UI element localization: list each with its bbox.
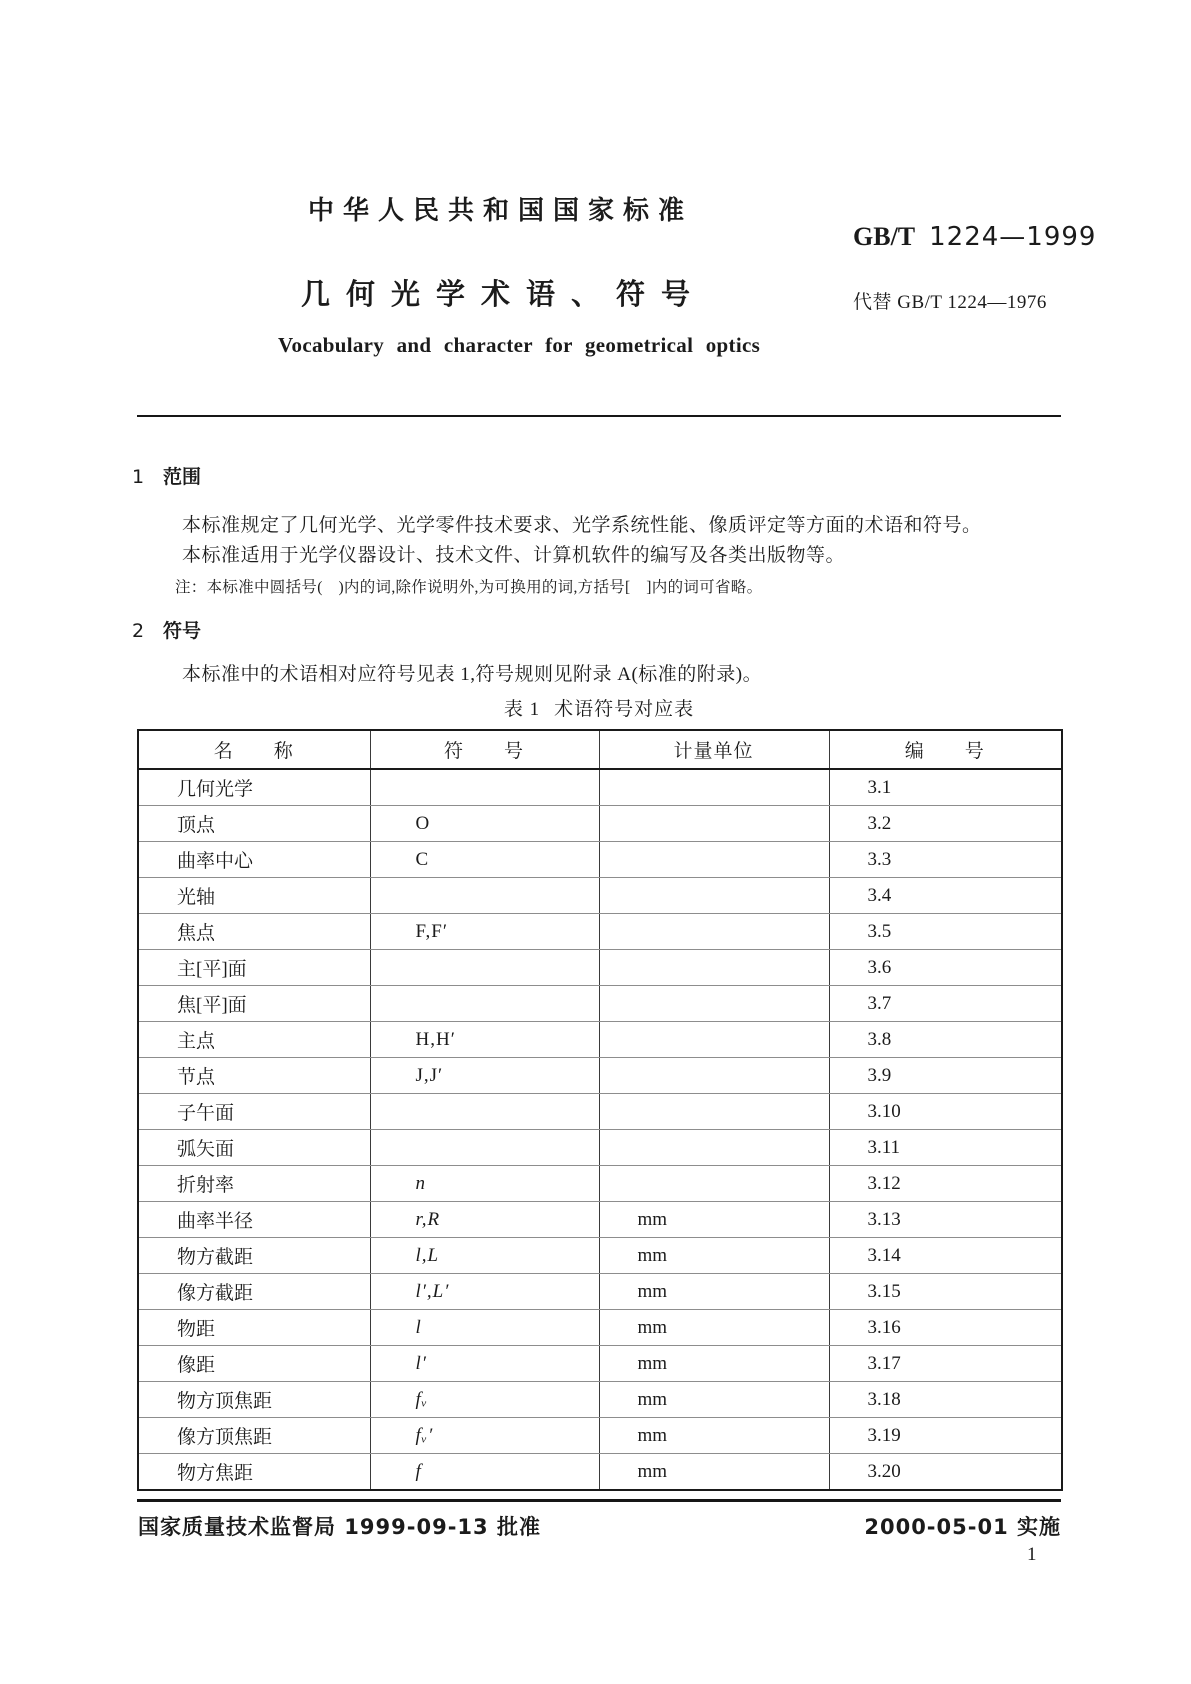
term-code-cell: 3.19	[829, 1418, 1062, 1454]
table-header-row	[138, 730, 1062, 769]
table-row	[138, 1058, 1062, 1094]
term-unit-cell	[599, 1166, 829, 1202]
term-unit-cell	[599, 1130, 829, 1166]
term-symbol-cell: H,H′	[370, 1022, 599, 1058]
term-symbol-cell: l′,L′	[370, 1274, 599, 1310]
term-symbol-cell: f	[370, 1454, 599, 1491]
term-name-cell: 几何光学	[138, 769, 370, 806]
term-code-cell: 3.5	[829, 914, 1062, 950]
term-name-cell: 焦点	[138, 914, 370, 950]
term-code-cell: 3.16	[829, 1310, 1062, 1346]
standard-designation	[853, 222, 1096, 252]
term-code-cell: 3.11	[829, 1130, 1062, 1166]
term-symbol-cell: J,J′	[370, 1058, 599, 1094]
term-code-cell: 3.6	[829, 950, 1062, 986]
term-name-cell: 主[平]面	[138, 950, 370, 986]
term-symbol-cell: r,R	[370, 1202, 599, 1238]
term-name-cell: 物方截距	[138, 1238, 370, 1274]
term-name-cell: 物方顶焦距	[138, 1382, 370, 1418]
term-code-cell: 3.17	[829, 1346, 1062, 1382]
term-name-cell: 曲率半径	[138, 1202, 370, 1238]
table-caption	[137, 694, 1061, 721]
symbol-table-body	[138, 769, 1062, 1490]
section-2-number: 2	[132, 620, 145, 642]
term-code-cell: 3.1	[829, 769, 1062, 806]
term-name-cell: 物距	[138, 1310, 370, 1346]
term-unit-cell	[599, 769, 829, 806]
scope-paragraph-1: 本标准规定了几何光学、光学零件技术要求、光学系统性能、像质评定等方面的术语和符号。	[182, 515, 982, 536]
header-divider	[137, 415, 1061, 417]
term-code-cell: 3.15	[829, 1274, 1062, 1310]
national-standard-label: 中华人民共和国国家标准	[308, 196, 694, 226]
term-unit-cell: mm	[599, 1310, 829, 1346]
term-unit-cell: mm	[599, 1202, 829, 1238]
term-code-cell: 3.14	[829, 1238, 1062, 1274]
term-name-cell: 子午面	[138, 1094, 370, 1130]
page-number: 1	[1027, 1544, 1037, 1565]
term-name-cell: 像距	[138, 1346, 370, 1382]
term-code-cell: 3.10	[829, 1094, 1062, 1130]
column-header-code: 编 号	[829, 730, 1062, 769]
table-row	[138, 878, 1062, 914]
term-unit-cell	[599, 1022, 829, 1058]
table-row	[138, 1382, 1062, 1418]
table-row	[138, 806, 1062, 842]
table-row	[138, 950, 1062, 986]
section-1-title: 范围	[163, 466, 202, 488]
term-code-cell: 3.3	[829, 842, 1062, 878]
term-name-cell: 物方焦距	[138, 1454, 370, 1491]
term-symbol-cell	[370, 769, 599, 806]
footer-divider	[137, 1499, 1061, 1502]
approval-statement: 国家质量技术监督局 1999-09-13 批准	[138, 1515, 541, 1539]
table-row	[138, 986, 1062, 1022]
term-unit-cell	[599, 806, 829, 842]
standard-number: 1224—1999	[929, 222, 1097, 252]
table-row	[138, 842, 1062, 878]
term-symbol-cell: C	[370, 842, 599, 878]
table-row	[138, 1202, 1062, 1238]
term-name-cell: 焦[平]面	[138, 986, 370, 1022]
table-row	[138, 1130, 1062, 1166]
section-2-title: 符号	[163, 620, 202, 642]
section-1-heading	[132, 462, 201, 489]
term-code-cell: 3.20	[867, 1460, 901, 1482]
term-code-cell: 3.18	[829, 1382, 1062, 1418]
term-unit-cell	[599, 878, 829, 914]
term-name-cell: 节点	[138, 1058, 370, 1094]
term-unit-cell	[599, 1058, 829, 1094]
page-title: 几何光学术语、符号	[301, 277, 707, 311]
standard-code: GB/T	[853, 222, 916, 251]
term-name-cell: 顶点	[138, 806, 370, 842]
column-header-symbol: 符 号	[370, 730, 599, 769]
implementation-statement: 2000-05-01 实施	[864, 1515, 1061, 1539]
symbols-paragraph: 本标准中的术语相对应符号见表 1,符号规则见附录 A(标准的附录)。	[182, 664, 763, 685]
table-row	[138, 914, 1062, 950]
term-unit-cell	[599, 842, 829, 878]
term-symbol-cell	[370, 986, 599, 1022]
term-symbol-cell: l′	[370, 1346, 599, 1382]
table-row	[138, 1022, 1062, 1058]
term-unit-cell: mm	[599, 1454, 829, 1491]
term-symbol-cell	[370, 950, 599, 986]
scope-paragraph-2: 本标准适用于光学仪器设计、技术文件、计算机软件的编写及各类出版物等。	[182, 545, 846, 566]
term-unit-cell: mm	[599, 1382, 829, 1418]
term-code-cell: 3.13	[829, 1202, 1062, 1238]
term-symbol-cell	[370, 1130, 599, 1166]
term-name-cell: 曲率中心	[138, 842, 370, 878]
term-unit-cell: mm	[599, 1346, 829, 1382]
term-unit-cell: mm	[599, 1274, 829, 1310]
table-row	[138, 1310, 1062, 1346]
section-2-heading	[132, 616, 201, 643]
term-symbol-cell: n	[370, 1166, 599, 1202]
english-subtitle: Vocabulary and character for geometrical optics	[278, 333, 761, 357]
table-row	[138, 1346, 1062, 1382]
term-symbol-cell: F,F′	[370, 914, 599, 950]
scope-note: 注：本标准中圆括号( )内的词,除作说明外,为可换用的词,方括号[ ]内的词可省略。	[175, 579, 763, 596]
term-symbol-cell: fᵥ	[370, 1382, 599, 1418]
replaces-note: 代替 GB/T 1224—1976	[853, 292, 1047, 313]
term-symbol-cell: O	[370, 806, 599, 842]
term-name-cell: 像方截距	[138, 1274, 370, 1310]
term-code-cell: 3.12	[829, 1166, 1062, 1202]
term-unit-cell	[599, 986, 829, 1022]
term-name-cell: 主点	[138, 1022, 370, 1058]
term-name-cell: 弧矢面	[138, 1130, 370, 1166]
term-unit-cell: mm	[599, 1418, 829, 1454]
section-1-number: 1	[132, 466, 145, 488]
term-name-cell: 折射率	[138, 1166, 370, 1202]
term-unit-cell	[599, 950, 829, 986]
table-row	[138, 1094, 1062, 1130]
table-caption-title: 术语符号对应表	[554, 699, 695, 720]
term-unit-cell	[599, 914, 829, 950]
column-header-unit: 计量单位	[599, 730, 829, 769]
term-symbol-cell: fᵥ′	[370, 1418, 599, 1454]
term-symbol-cell	[370, 1094, 599, 1130]
term-symbol-cell: l,L	[370, 1238, 599, 1274]
symbol-table	[137, 729, 1063, 1491]
table-caption-number: 表 1	[503, 699, 541, 720]
term-name-cell: 光轴	[138, 878, 370, 914]
term-code-cell: 3.8	[829, 1022, 1062, 1058]
column-header-name: 名 称	[138, 730, 370, 769]
table-row	[138, 1166, 1062, 1202]
term-name-cell: 像方顶焦距	[138, 1418, 370, 1454]
term-symbol-cell	[370, 878, 599, 914]
table-row	[138, 1454, 1062, 1491]
table-row	[138, 1274, 1062, 1310]
term-code-cell: 3.7	[829, 986, 1062, 1022]
term-unit-cell: mm	[599, 1238, 829, 1274]
table-row	[138, 1418, 1062, 1454]
term-symbol-cell: l	[370, 1310, 599, 1346]
term-code-cell: 3.2	[829, 806, 1062, 842]
term-code-cell: 3.9	[829, 1058, 1062, 1094]
term-unit-cell	[599, 1094, 829, 1130]
term-code-cell: 3.4	[829, 878, 1062, 914]
table-row	[138, 769, 1062, 806]
table-row	[138, 1238, 1062, 1274]
